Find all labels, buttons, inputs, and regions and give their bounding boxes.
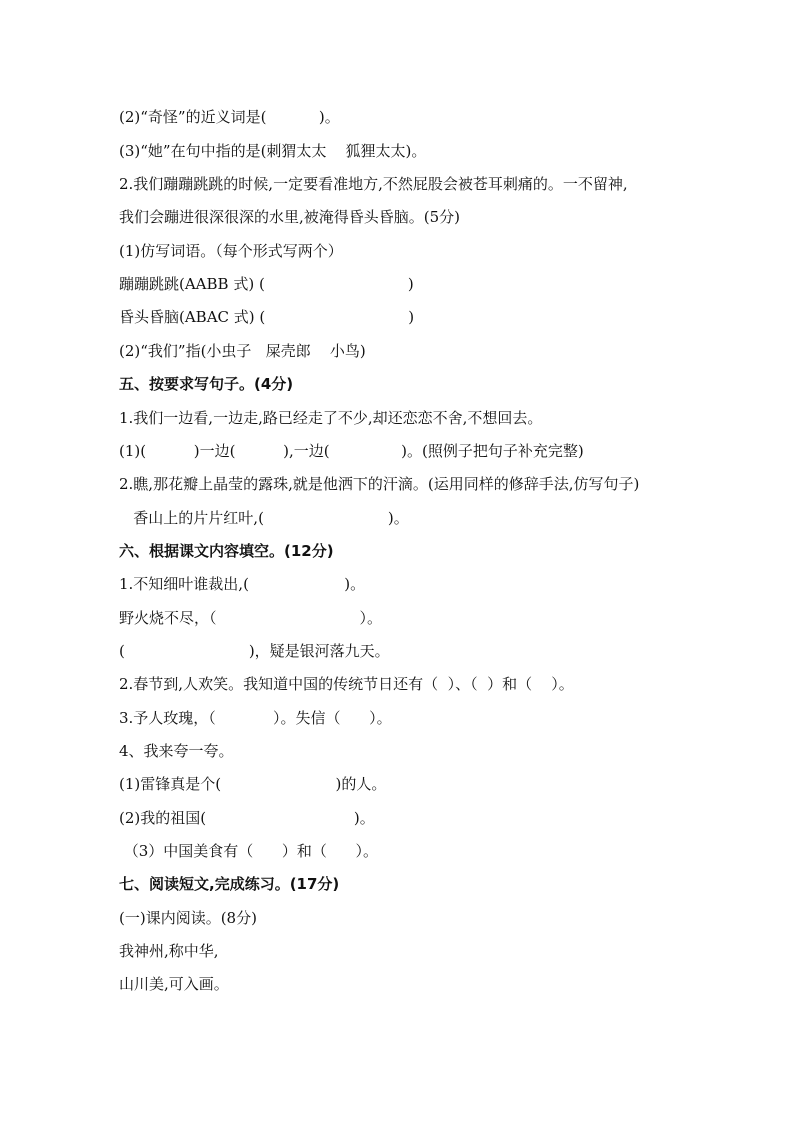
poem-line-1: 我神州,称中华, [119, 942, 219, 960]
s5-q1-sentence: 1.我们一边看,一边走,路已经走了不少,却还恋恋不舍,不想回去。 [119, 409, 543, 427]
s6-q2-line: 2.春节到,人欢笑。我知道中国的传统节日还有（ ）、（ ）和（ ）。 [119, 675, 574, 693]
aabb-line: 蹦蹦跳跳(AABB 式) ( ) [119, 275, 414, 293]
s6-q4-item-3: （3）中国美食有（ ）和（ ）。 [119, 842, 379, 860]
s6-q4-item-1: (1)雷锋真是个( )的人。 [119, 775, 387, 793]
poem-line-2: 山川美,可入画。 [119, 975, 229, 993]
section-6-heading: 六、根据课文内容填空。(12分) [119, 542, 334, 560]
s5-q1-fill: (1)( )一边( ),一边( )。(照例子把句子补充完整) [119, 442, 584, 460]
s6-q3-line: 3.予人玫瑰，（ ）。失信（ ）。 [119, 709, 392, 727]
s6-q4-item-2: (2)我的祖国( )。 [119, 809, 375, 827]
s5-q2-sentence: 2.瞧,那花瓣上晶莹的露珠,就是他洒下的汗滴。(运用同样的修辞手法,仿写句子) [119, 475, 640, 493]
sub-question-1: (1)仿写词语。（每个形式写两个） [119, 242, 343, 260]
q2-synonym-line: (2)“奇怪”的近义词是( )。 [119, 108, 340, 126]
abac-line: 昏头昏脑(ABAC 式) ( ) [119, 308, 415, 326]
s6-q4-title: 4、我来夸一夸。 [119, 742, 234, 760]
s7-part-1-title: (一)课内阅读。(8分) [119, 909, 257, 927]
s5-q2-fill: 香山上的片片红叶,( )。 [119, 509, 409, 527]
passage-line-2: 我们会蹦进很深很深的水里,被淹得昏头昏脑。(5分) [119, 208, 461, 226]
s6-q1-line-2: 野火烧不尽，（ ）。 [119, 609, 383, 627]
passage-line-1: 2.我们蹦蹦跳跳的时候,一定要看准地方,不然屁股会被苍耳刺痛的。一不留神, [119, 175, 628, 193]
sub-question-2: (2)“我们”指(小虫子 屎壳郎 小鸟) [119, 342, 366, 360]
s6-q1-line-1: 1.不知细叶谁裁出,( )。 [119, 575, 366, 593]
s6-q1-line-3: ( )，疑是银河落九天。 [119, 642, 390, 660]
section-5-heading: 五、按要求写句子。(4分) [119, 375, 294, 393]
section-7-heading: 七、阅读短文,完成练习。(17分) [119, 875, 340, 893]
q3-pronoun-line: (3)“她”在句中指的是(刺猬太太 狐狸太太)。 [119, 142, 427, 160]
